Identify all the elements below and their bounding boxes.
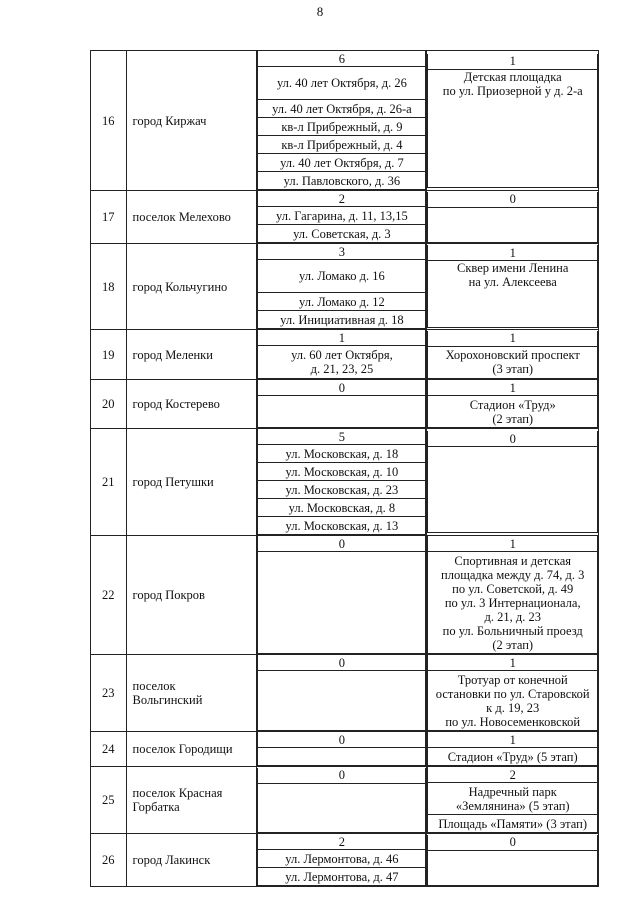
address-list (257, 834, 426, 886)
address-list (257, 732, 426, 766)
municipality-name: город Меленки (126, 330, 257, 380)
address-line: ул. Павловского, д. 36 (258, 172, 426, 190)
row-number: 21 (91, 429, 127, 536)
address-cell (257, 191, 427, 244)
object-line: Тротуар от конечной остановки по ул. Старовской к д. 19, 23 по ул. Новосеменковской (428, 671, 598, 731)
address-line (258, 552, 426, 654)
address-line-row (258, 293, 426, 311)
municipality-name: город Лакинск (126, 834, 257, 887)
address-list (257, 191, 426, 243)
object-count: 1 (428, 54, 598, 70)
address-line: ул. 40 лет Октября, д. 7 (258, 154, 426, 172)
address-list (257, 380, 426, 428)
address-count-row (258, 429, 426, 445)
address-cell (257, 380, 427, 429)
address-line (258, 671, 426, 731)
address-list (257, 330, 426, 379)
table-row (91, 244, 599, 330)
object-list (427, 380, 598, 428)
object-line (428, 207, 598, 242)
address-line-row (258, 311, 426, 329)
object-count-row (428, 331, 598, 347)
address-cell (257, 244, 427, 330)
object-list (427, 54, 598, 188)
object-count-row (428, 536, 598, 552)
address-line: ул. Московская, д. 10 (258, 463, 426, 481)
object-cell (427, 429, 599, 536)
address-count: 3 (258, 244, 426, 260)
address-line: ул. Московская, д. 23 (258, 481, 426, 499)
address-count: 0 (258, 536, 426, 552)
object-count: 1 (428, 655, 598, 671)
object-line: Сквер имени Ленина на ул. Алексеева (428, 261, 598, 328)
address-list (257, 51, 426, 190)
address-count-row (258, 330, 426, 346)
address-count: 5 (258, 429, 426, 445)
object-line-row (428, 396, 598, 428)
table-row (91, 191, 599, 244)
address-line-row (258, 517, 426, 535)
municipality-name: поселок Мелехово (126, 191, 257, 244)
row-number: 23 (91, 655, 127, 732)
object-line-row (428, 261, 598, 328)
row-number: 26 (91, 834, 127, 887)
object-line: Площадь «Памяти» (3 этап) (428, 815, 598, 833)
object-count-row (428, 835, 598, 851)
row-number: 20 (91, 380, 127, 429)
address-line: ул. Ломако д. 12 (258, 293, 426, 311)
address-count: 6 (258, 51, 426, 67)
address-line-row (258, 868, 426, 886)
row-number: 22 (91, 536, 127, 655)
address-line: кв-л Прибрежный, д. 4 (258, 136, 426, 154)
address-line-row (258, 100, 426, 118)
address-list (257, 536, 426, 654)
row-number: 24 (91, 732, 127, 767)
object-line: Надречный парк «Землянина» (5 этап) (428, 783, 598, 815)
address-line-row (258, 136, 426, 154)
page-number: 8 (316, 4, 324, 19)
address-count-row (258, 768, 426, 784)
address-line-row (258, 225, 426, 243)
address-line-row (258, 445, 426, 463)
address-cell (257, 767, 427, 834)
object-list (427, 192, 598, 243)
address-count: 1 (258, 330, 426, 346)
object-line (428, 850, 598, 885)
object-list (427, 732, 598, 766)
address-line-row (258, 154, 426, 172)
address-line-row (258, 671, 426, 731)
object-line-row (428, 447, 598, 533)
table-row (91, 536, 599, 655)
address-line-row (258, 850, 426, 868)
object-cell (427, 191, 599, 244)
object-count-row (428, 380, 598, 396)
object-line-row (428, 783, 598, 815)
address-count: 0 (258, 732, 426, 748)
address-cell (257, 536, 427, 655)
object-cell (427, 51, 599, 191)
table-body (91, 51, 599, 887)
object-count: 1 (428, 536, 598, 552)
municipality-name: город Киржач (126, 51, 257, 191)
address-line: ул. 40 лет Октября, д. 26-а (258, 100, 426, 118)
address-list (257, 768, 426, 833)
address-count-row (258, 191, 426, 207)
object-list (427, 655, 598, 731)
address-count-row (258, 536, 426, 552)
object-line-row (428, 815, 598, 833)
row-number: 19 (91, 330, 127, 380)
object-cell (427, 244, 599, 330)
address-line: ул. Лермонтова, д. 46 (258, 850, 426, 868)
table-row (91, 51, 599, 191)
object-line: Хорохоновский проспект (3 этап) (428, 346, 598, 378)
address-line-row (258, 67, 426, 100)
address-count-row (258, 380, 426, 396)
object-line: Детская площадка по ул. Приозерной у д. 2-а (428, 69, 598, 187)
object-count: 0 (428, 431, 598, 447)
object-line: Стадион «Труд» (5 этап) (428, 748, 598, 766)
object-cell (427, 536, 599, 655)
address-line-row (258, 463, 426, 481)
object-line-row (428, 748, 598, 766)
object-count-row (428, 431, 598, 447)
address-list (257, 244, 426, 329)
object-list (427, 331, 598, 379)
object-cell (427, 655, 599, 732)
municipality-name: город Петушки (126, 429, 257, 536)
object-cell (427, 767, 599, 834)
municipality-table (90, 50, 599, 887)
address-line: ул. Московская, д. 18 (258, 445, 426, 463)
address-line: ул. Московская, д. 8 (258, 499, 426, 517)
table-row (91, 834, 599, 887)
address-line-row (258, 499, 426, 517)
address-count: 2 (258, 834, 426, 850)
address-list (257, 429, 426, 535)
object-line-row (428, 207, 598, 242)
address-count-row (258, 732, 426, 748)
municipality-name: город Кольчугино (126, 244, 257, 330)
object-count-row (428, 54, 598, 70)
table-row (91, 732, 599, 767)
address-line (258, 748, 426, 766)
address-cell (257, 655, 427, 732)
object-cell (427, 732, 599, 767)
address-count-row (258, 834, 426, 850)
object-line-row (428, 850, 598, 885)
object-cell (427, 834, 599, 887)
address-line: ул. Гагарина, д. 11, 13,15 (258, 207, 426, 225)
address-line-row (258, 172, 426, 190)
object-line-row (428, 346, 598, 378)
address-line-row (258, 346, 426, 379)
address-line-row (258, 748, 426, 766)
object-line (428, 447, 598, 533)
address-list (257, 655, 426, 731)
municipality-name: город Покров (126, 536, 257, 655)
table-row (91, 429, 599, 536)
address-count-row (258, 51, 426, 67)
address-line (258, 783, 426, 832)
object-line-row (428, 552, 598, 654)
row-number: 25 (91, 767, 127, 834)
object-count: 1 (428, 331, 598, 347)
row-number: 17 (91, 191, 127, 244)
row-number: 16 (91, 51, 127, 191)
object-line-row (428, 69, 598, 187)
object-line: Стадион «Труд» (2 этап) (428, 396, 598, 428)
address-count: 2 (258, 191, 426, 207)
object-count: 0 (428, 835, 598, 851)
address-cell (257, 51, 427, 191)
object-list (427, 245, 598, 328)
object-count: 1 (428, 732, 598, 748)
municipality-name: город Костерево (126, 380, 257, 429)
address-cell (257, 330, 427, 380)
address-line-row (258, 207, 426, 225)
table-row (91, 655, 599, 732)
address-line: кв-л Прибрежный, д. 9 (258, 118, 426, 136)
table-row (91, 767, 599, 834)
object-list (427, 536, 598, 654)
object-list (427, 431, 598, 533)
municipality-name: поселок Вольгинский (126, 655, 257, 732)
object-list (427, 767, 598, 833)
address-count: 0 (258, 655, 426, 671)
address-line: ул. 60 лет Октября, д. 21, 23, 25 (258, 346, 426, 379)
address-line-row (258, 552, 426, 654)
address-count-row (258, 244, 426, 260)
address-line: ул. Ломако д. 16 (258, 260, 426, 293)
object-count: 2 (428, 767, 598, 783)
address-count: 0 (258, 768, 426, 784)
object-count: 1 (428, 245, 598, 261)
address-line-row (258, 783, 426, 832)
municipality-name: поселок Городищи (126, 732, 257, 767)
municipality-name: поселок Красная Горбатка (126, 767, 257, 834)
address-line-row (258, 481, 426, 499)
address-cell (257, 732, 427, 767)
object-cell (427, 330, 599, 380)
object-count-row (428, 245, 598, 261)
address-line-row (258, 396, 426, 428)
object-line: Спортивная и детская площадка между д. 74, д. 3 по ул. Советской, д. 49 по ул. 3 Интернационала, д. 21, д. 23 по ул. Больничный проезд (2 этап) (428, 552, 598, 654)
address-count: 0 (258, 380, 426, 396)
object-count-row (428, 767, 598, 783)
address-cell (257, 429, 427, 536)
table-row (91, 380, 599, 429)
object-count: 0 (428, 192, 598, 208)
address-line: ул. Московская, д. 13 (258, 517, 426, 535)
object-count-row (428, 192, 598, 208)
object-count-row (428, 732, 598, 748)
row-number: 18 (91, 244, 127, 330)
address-line-row (258, 260, 426, 293)
address-line: ул. Лермонтова, д. 47 (258, 868, 426, 886)
address-line-row (258, 118, 426, 136)
object-list (427, 835, 598, 886)
address-count-row (258, 655, 426, 671)
address-line: ул. Инициативная д. 18 (258, 311, 426, 329)
object-count-row (428, 655, 598, 671)
table-row (91, 330, 599, 380)
address-cell (257, 834, 427, 887)
address-line (258, 396, 426, 428)
address-line: ул. Советская, д. 3 (258, 225, 426, 243)
object-count: 1 (428, 380, 598, 396)
address-line: ул. 40 лет Октября, д. 26 (258, 67, 426, 100)
object-cell (427, 380, 599, 429)
object-line-row (428, 671, 598, 731)
